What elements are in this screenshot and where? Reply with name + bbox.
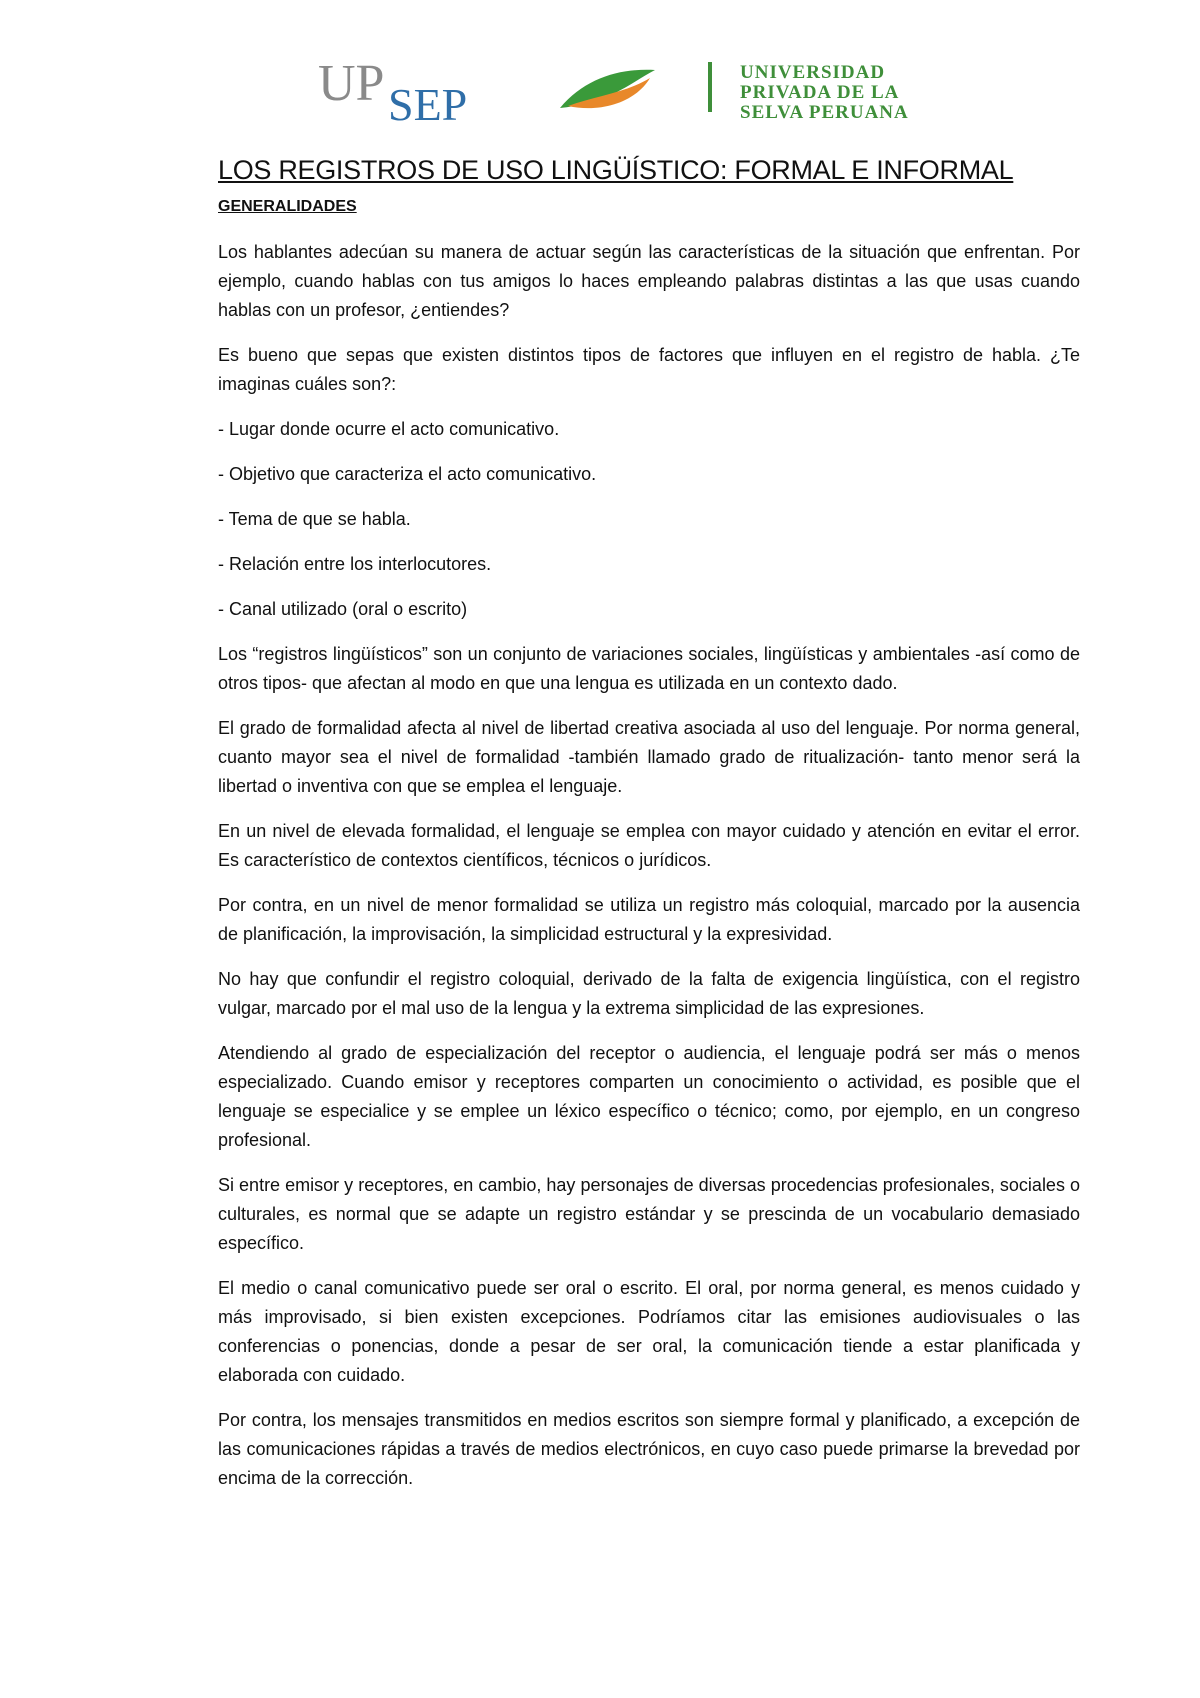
body-paragraph: Si entre emisor y receptores, en cambio, hay personajes de diversas procedencias profesionales, sociales o culturales, es normal que se adapte un registro estándar y se prescinda de un vocabulario demasiado específico. (218, 1175, 1080, 1253)
university-line-1: UNIVERSIDAD (740, 62, 886, 83)
leaf-icon (560, 70, 655, 108)
document-body (218, 155, 1080, 1509)
intro-paragraph: Los hablantes adecúan su manera de actuar según las características de la situación que enfrentan. Por ejemplo, cuando hablas con tus amigos lo haces empleando palabras distintas a las que usas cuando hablas con un profesor, ¿entiendes? (218, 242, 1080, 320)
body-paragraph: Atendiendo al grado de especialización del receptor o audiencia, el lenguaje podrá ser más o menos especializado. Cuando emisor y receptores comparten un conocimiento o actividad, es posible que el lenguaje se especialice y se emplee un léxico específico o técnico; como, por ejemplo, en un congreso profesional. (218, 1043, 1080, 1150)
section-heading: GENERALIDADES (218, 198, 357, 215)
logo-divider (708, 62, 712, 112)
factor-list-item: - Tema de que se habla. (218, 509, 411, 529)
university-line-3: SELVA PERUANA (740, 102, 909, 123)
body-paragraph: El medio o canal comunicativo puede ser oral o escrito. El oral, por norma general, es menos cuidado y más improvisado, si bien existen excepciones. Podríamos citar las emisiones audiovisuales o las conferencias o ponencias, donde a pesar de ser oral, la comunicación tiende a estar planificada y elaborada con cuidado. (218, 1278, 1080, 1385)
intro-paragraph: Es bueno que sepas que existen distintos tipos de factores que influyen en el registro de habla. ¿Te imaginas cuáles son?: (218, 345, 1080, 394)
body-paragraph: Por contra, en un nivel de menor formalidad se utiliza un registro más coloquial, marcado por la ausencia de planificación, la improvisación, la simplicidad estructural y la expresividad. (218, 895, 1080, 944)
logo-sep-text: SEP (388, 79, 468, 128)
factor-list-item: - Canal utilizado (oral o escrito) (218, 599, 468, 619)
university-line-2: PRIVADA DE LA (740, 82, 900, 103)
factor-list-item: - Lugar donde ocurre el acto comunicativo. (218, 419, 560, 439)
factor-list-item: - Objetivo que caracteriza el acto comunicativo. (218, 464, 597, 484)
body-paragraph: Los “registros lingüísticos” son un conjunto de variaciones sociales, lingüísticas y ambientales -así como de otros tipos- que afectan al modo en que una lengua es utilizada en un contexto dado. (218, 644, 1080, 693)
page-header (0, 40, 1200, 130)
university-logo (310, 48, 1030, 128)
logo-up-text: UP (318, 55, 385, 112)
body-paragraph: El grado de formalidad afecta al nivel de libertad creativa asociada al uso del lenguaje. Por norma general, cuanto mayor sea el nivel de formalidad -también llamado grado de ritualización- tanto menor será la libertad o inventiva con que se emplea el lenguaje. (218, 718, 1080, 796)
factor-list-item: - Relación entre los interlocutores. (218, 554, 492, 574)
body-paragraph: Por contra, los mensajes transmitidos en medios escritos son siempre formal y planificado, a excepción de las comunicaciones rápidas a través de medios electrónicos, en cuyo caso puede primarse la brevedad por encima de la corrección. (218, 1410, 1080, 1488)
body-paragraph: No hay que confundir el registro coloquial, derivado de la falta de exigencia lingüística, con el registro vulgar, marcado por el mal uso de la lengua y la extrema simplicidad de las expresiones. (218, 969, 1080, 1018)
document-title: LOS REGISTROS DE USO LINGÜÍSTICO: FORMAL E INFORMAL (218, 155, 1014, 185)
body-paragraph: En un nivel de elevada formalidad, el lenguaje se emplea con mayor cuidado y atención en evitar el error. Es característico de contextos científicos, técnicos o jurídicos. (218, 821, 1080, 870)
